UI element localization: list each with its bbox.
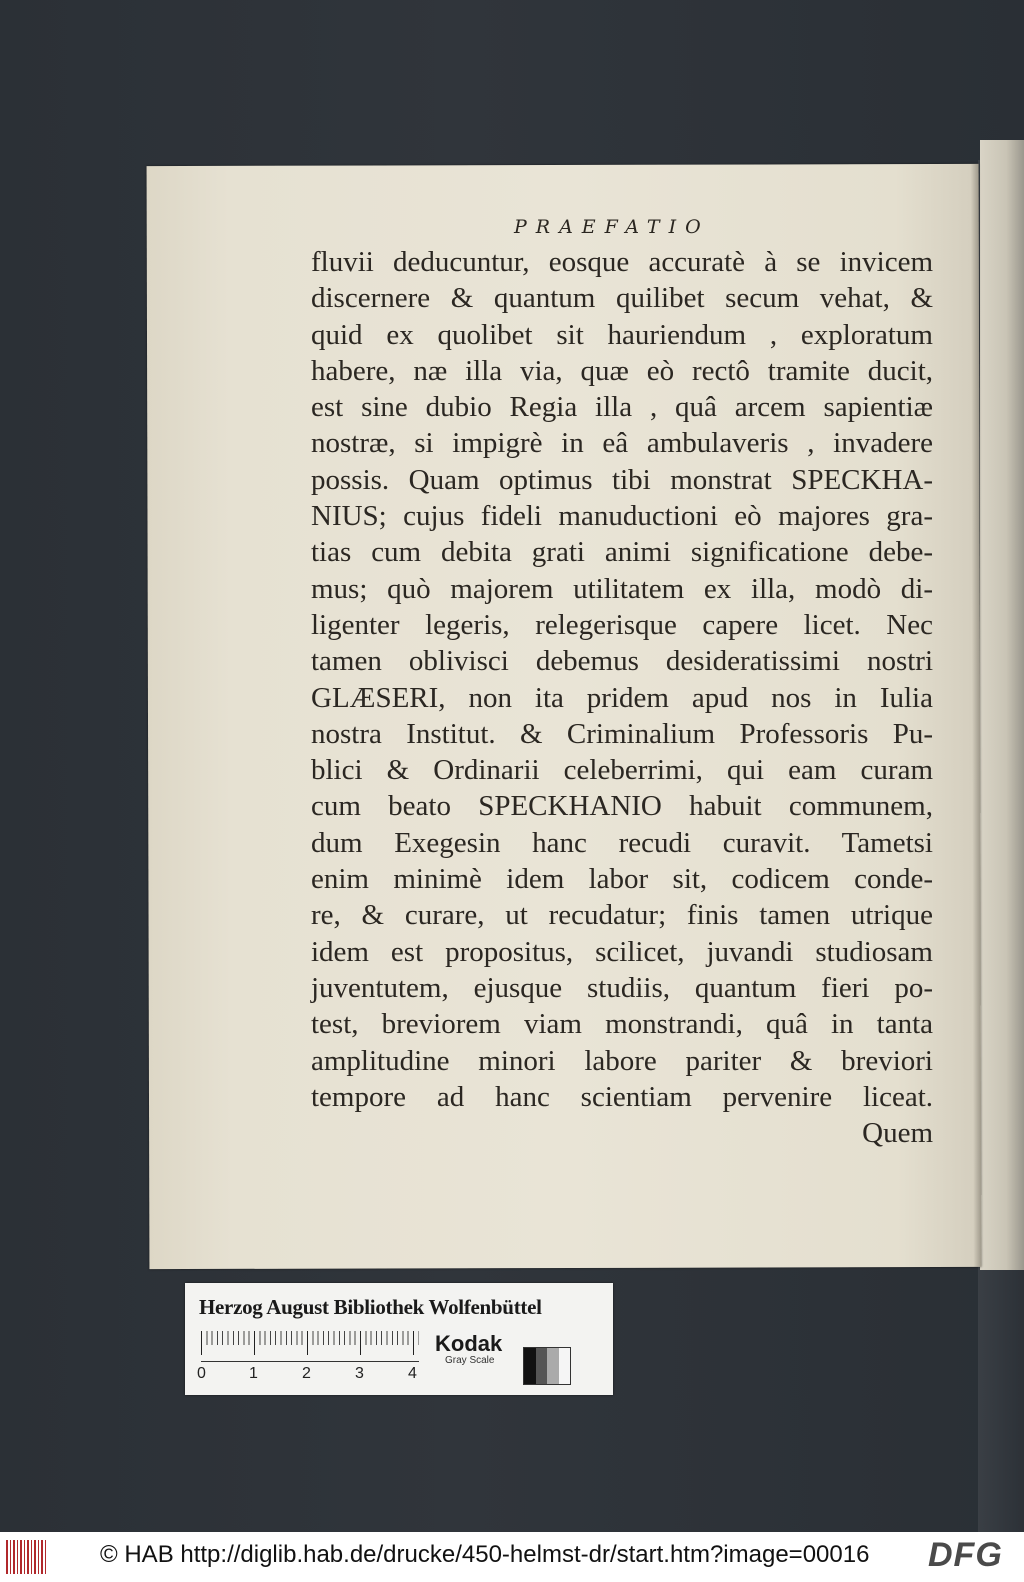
copyright-url[interactable]: © HAB http://diglib.hab.de/drucke/450-helmst-dr/start.htm?image=00016 (100, 1541, 870, 1568)
text-line: NIUS; cujus fideli manuductioni eò majores gra- (311, 500, 933, 533)
text-line: GLÆSERI, non ita pridem apud nos in Iulia (311, 681, 933, 714)
ruler-number: 2 (302, 1365, 311, 1382)
color-calibration-card (185, 1283, 613, 1395)
ruler-number: 1 (249, 1365, 258, 1382)
ruler-major-tick (201, 1331, 202, 1355)
footer-bar (0, 1532, 1024, 1582)
text-line: re, & curare, ut recudatur; finis tamen utrique (311, 899, 933, 932)
text-line: juventutem, ejusque studiis, quantum fieri po- (311, 971, 933, 1004)
ruler-major-tick (360, 1331, 361, 1355)
text-line: habere, næ illa via, quæ eò rectô tramite ducit, (311, 354, 933, 387)
kodak-subtitle: Gray Scale (445, 1355, 495, 1366)
text-line: tias cum debita grati animi significatione debe- (311, 536, 933, 569)
text-line: nostræ, si impigrè in eâ ambulaveris , invadere (311, 427, 933, 460)
ruler-number: 3 (355, 1365, 364, 1382)
catchword: Quem (862, 1117, 933, 1150)
text-line: blici & Ordinarii celeberrimi, qui eam curam (311, 754, 933, 787)
text-line: discernere & quantum quilibet secum vehat, & (311, 282, 933, 315)
gray-scale-patches (523, 1347, 571, 1385)
adjacent-page-edge (980, 140, 1024, 1270)
library-name: Herzog August Bibliothek Wolfenbüttel (199, 1295, 542, 1319)
barcode-icon (6, 1540, 48, 1574)
dfg-logo: DFG (928, 1536, 1003, 1574)
page-text (311, 244, 933, 1151)
ruler-major-tick (413, 1331, 414, 1355)
ruler-major-tick (307, 1331, 308, 1355)
text-line: tamen oblivisci debemus desideratissimi nostri (311, 645, 933, 678)
text-line: test, breviorem viam monstrandi, quâ in tanta (311, 1008, 933, 1041)
text-line: tempore ad hanc scientiam pervenire liceat. (311, 1080, 933, 1113)
text-line: enim minimè idem labor sit, codicem conde- (311, 863, 933, 896)
ruler-number: 4 (408, 1365, 417, 1382)
text-line: amplitudine minori labore pariter & breviori (311, 1044, 933, 1077)
text-line: possis. Quam optimus tibi monstrat SPECKHA- (311, 463, 933, 496)
text-line: est sine dubio Regia illa , quâ arcem sapientiæ (311, 391, 933, 424)
ruler-number: 0 (197, 1365, 206, 1382)
text-line: quid ex quolibet sit hauriendum , exploratum (311, 318, 933, 351)
ruler-major-tick (254, 1331, 255, 1355)
running-head: PRAEFATIO (514, 216, 710, 238)
text-line: mus; quò majorem utilitatem ex illa, modò di- (311, 572, 933, 605)
scale-ruler (201, 1331, 419, 1362)
text-line: nostra Institut. & Criminalium Professoris Pu- (311, 717, 933, 750)
text-line: fluvii deducuntur, eosque accuratè à se invicem (311, 246, 933, 278)
text-line: cum beato SPECKHANIO habuit communem, (311, 790, 933, 823)
kodak-logo: Kodak (435, 1331, 503, 1356)
text-line: idem est propositus, scilicet, juvandi studiosam (311, 935, 933, 968)
text-line: dum Exegesin hanc recudi curavit. Tametsi (311, 826, 933, 859)
text-line: ligenter legeris, relegerisque capere licet. Nec (311, 608, 933, 641)
